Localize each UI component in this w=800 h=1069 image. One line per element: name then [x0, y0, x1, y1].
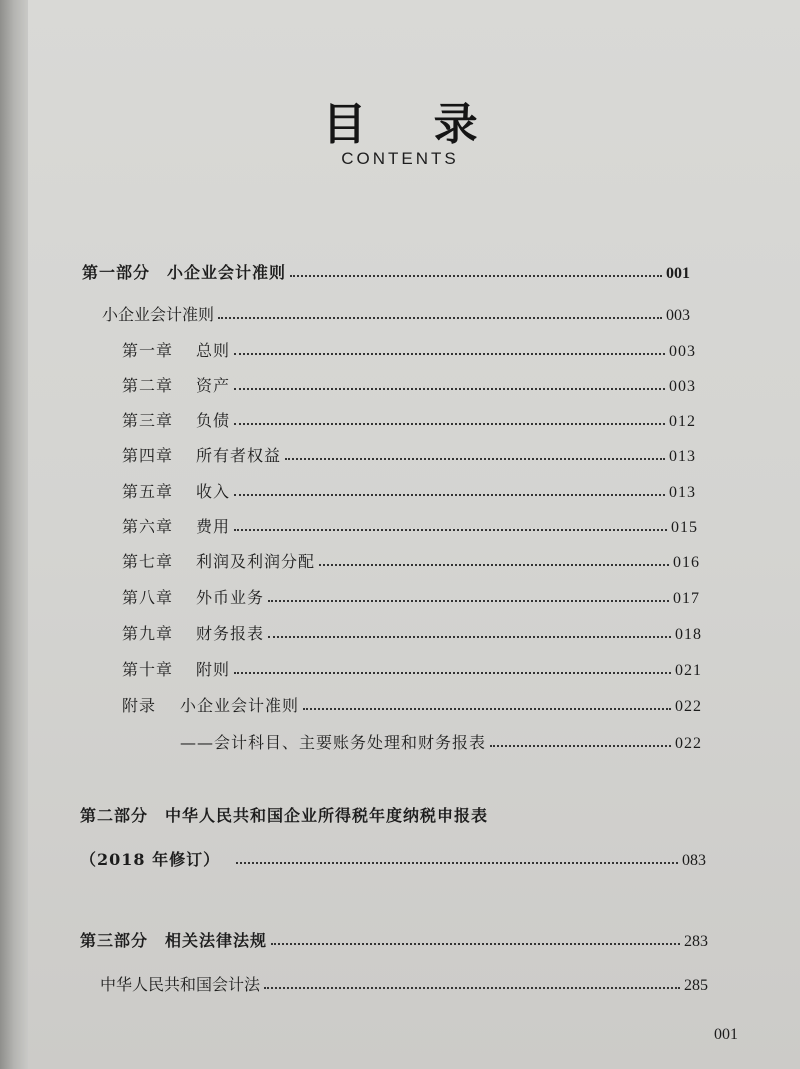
- chapter-page: 017: [673, 590, 700, 607]
- toc-standard[interactable]: [102, 302, 690, 325]
- leader-dots: [271, 941, 680, 945]
- toc-chapter-7[interactable]: [122, 549, 700, 572]
- leader-dots: [290, 273, 662, 277]
- leader-dots: [490, 743, 671, 747]
- appendix-subtitle-page: 022: [675, 735, 702, 752]
- leader-dots: [234, 492, 665, 496]
- chapter-page: 003: [669, 343, 696, 360]
- chapter-number: 第六章: [122, 517, 174, 536]
- chapter-title: 利润及利润分配: [196, 552, 316, 571]
- appendix-subtitle-label: ——会计科目、主要账务处理和财务报表: [180, 733, 487, 752]
- toc-chapter-2[interactable]: [122, 373, 696, 396]
- toc-part-1[interactable]: [82, 260, 690, 283]
- chapter-page: 021: [675, 662, 702, 679]
- toc-part-2-label[interactable]: 第二部分 中华人民共和国企业所得税年度纳税申报表: [80, 806, 489, 825]
- toc-standard-label: 小企业会计准则: [102, 305, 215, 324]
- chapter-number: 第八章: [122, 588, 174, 607]
- chapter-number: 第七章: [122, 552, 174, 571]
- chapter-page: 013: [669, 448, 696, 465]
- toc-accounting-law[interactable]: [100, 972, 708, 995]
- chapter-title: 总则: [196, 341, 231, 360]
- chapter-page: 016: [673, 554, 700, 571]
- leader-dots: [234, 670, 671, 674]
- page-subtitle: CONTENTS: [341, 149, 459, 168]
- chapter-number: 第五章: [122, 482, 174, 501]
- toc-chapter-9[interactable]: [122, 621, 702, 644]
- chapter-title: 附则: [196, 660, 231, 679]
- appendix-title: 小企业会计准则: [180, 696, 300, 715]
- toc-chapter-10[interactable]: [122, 657, 702, 680]
- toc-chapter-5[interactable]: [122, 479, 696, 502]
- toc-part-2-page: 083: [682, 852, 706, 869]
- toc-part-3-label: 第三部分 相关法律法规: [80, 931, 268, 950]
- appendix-page: 022: [675, 698, 702, 715]
- chapter-title: 收入: [196, 482, 231, 501]
- chapter-page: 003: [669, 378, 696, 395]
- chapter-title: 所有者权益: [196, 446, 282, 465]
- chapter-page: 015: [671, 519, 698, 536]
- chapter-number: 第三章: [122, 411, 174, 430]
- leader-dots: [234, 351, 665, 355]
- leader-dots: [234, 421, 665, 425]
- chapter-title: 财务报表: [196, 624, 265, 643]
- toc-chapter-6[interactable]: [122, 514, 698, 537]
- chapter-title: 负债: [196, 411, 231, 430]
- page-number: 001: [714, 1026, 738, 1043]
- toc-accounting-law-page: 285: [684, 977, 708, 994]
- chapter-title: 外币业务: [196, 588, 265, 607]
- toc-chapter-3[interactable]: [122, 408, 696, 431]
- chapter-number: 第九章: [122, 624, 174, 643]
- chapter-number: 第二章: [122, 376, 174, 395]
- page-title: 目 录: [322, 99, 504, 150]
- chapter-page: 013: [669, 484, 696, 501]
- leader-dots: [319, 562, 669, 566]
- chapter-title: 费用: [196, 517, 231, 536]
- toc-part-2-sub-label: （2018 年修订）: [80, 850, 221, 869]
- leader-dots: [218, 315, 662, 319]
- chapter-page: 018: [675, 626, 702, 643]
- toc-part-1-page: 001: [666, 265, 690, 282]
- toc-appendix[interactable]: [122, 693, 702, 716]
- leader-dots: [264, 985, 680, 989]
- toc-chapter-8[interactable]: [122, 585, 700, 608]
- chapter-number: 第十章: [122, 660, 174, 679]
- toc-part-3[interactable]: [80, 928, 708, 951]
- chapter-page: 012: [669, 413, 696, 430]
- toc-part-3-page: 283: [684, 933, 708, 950]
- toc-part-2-edition[interactable]: [80, 847, 706, 870]
- leader-dots: [303, 706, 671, 710]
- leader-dots: [268, 598, 669, 602]
- leader-dots: [285, 456, 665, 460]
- toc-accounting-law-label: 中华人民共和国会计法: [100, 975, 261, 994]
- leader-dots: [268, 634, 671, 638]
- chapter-number: 第一章: [122, 341, 174, 360]
- toc-chapter-1[interactable]: [122, 338, 696, 361]
- toc-appendix-subtitle[interactable]: [180, 730, 702, 753]
- appendix-number: 附录: [122, 696, 157, 715]
- leader-dots: [234, 386, 665, 390]
- toc-part-1-label: 第一部分 小企业会计准则: [82, 263, 287, 282]
- leader-dots: [234, 527, 667, 531]
- toc-standard-page: 003: [666, 307, 690, 324]
- toc-chapter-4[interactable]: [122, 443, 696, 466]
- chapter-number: 第四章: [122, 446, 174, 465]
- leader-dots: [236, 860, 678, 864]
- chapter-title: 资产: [196, 376, 231, 395]
